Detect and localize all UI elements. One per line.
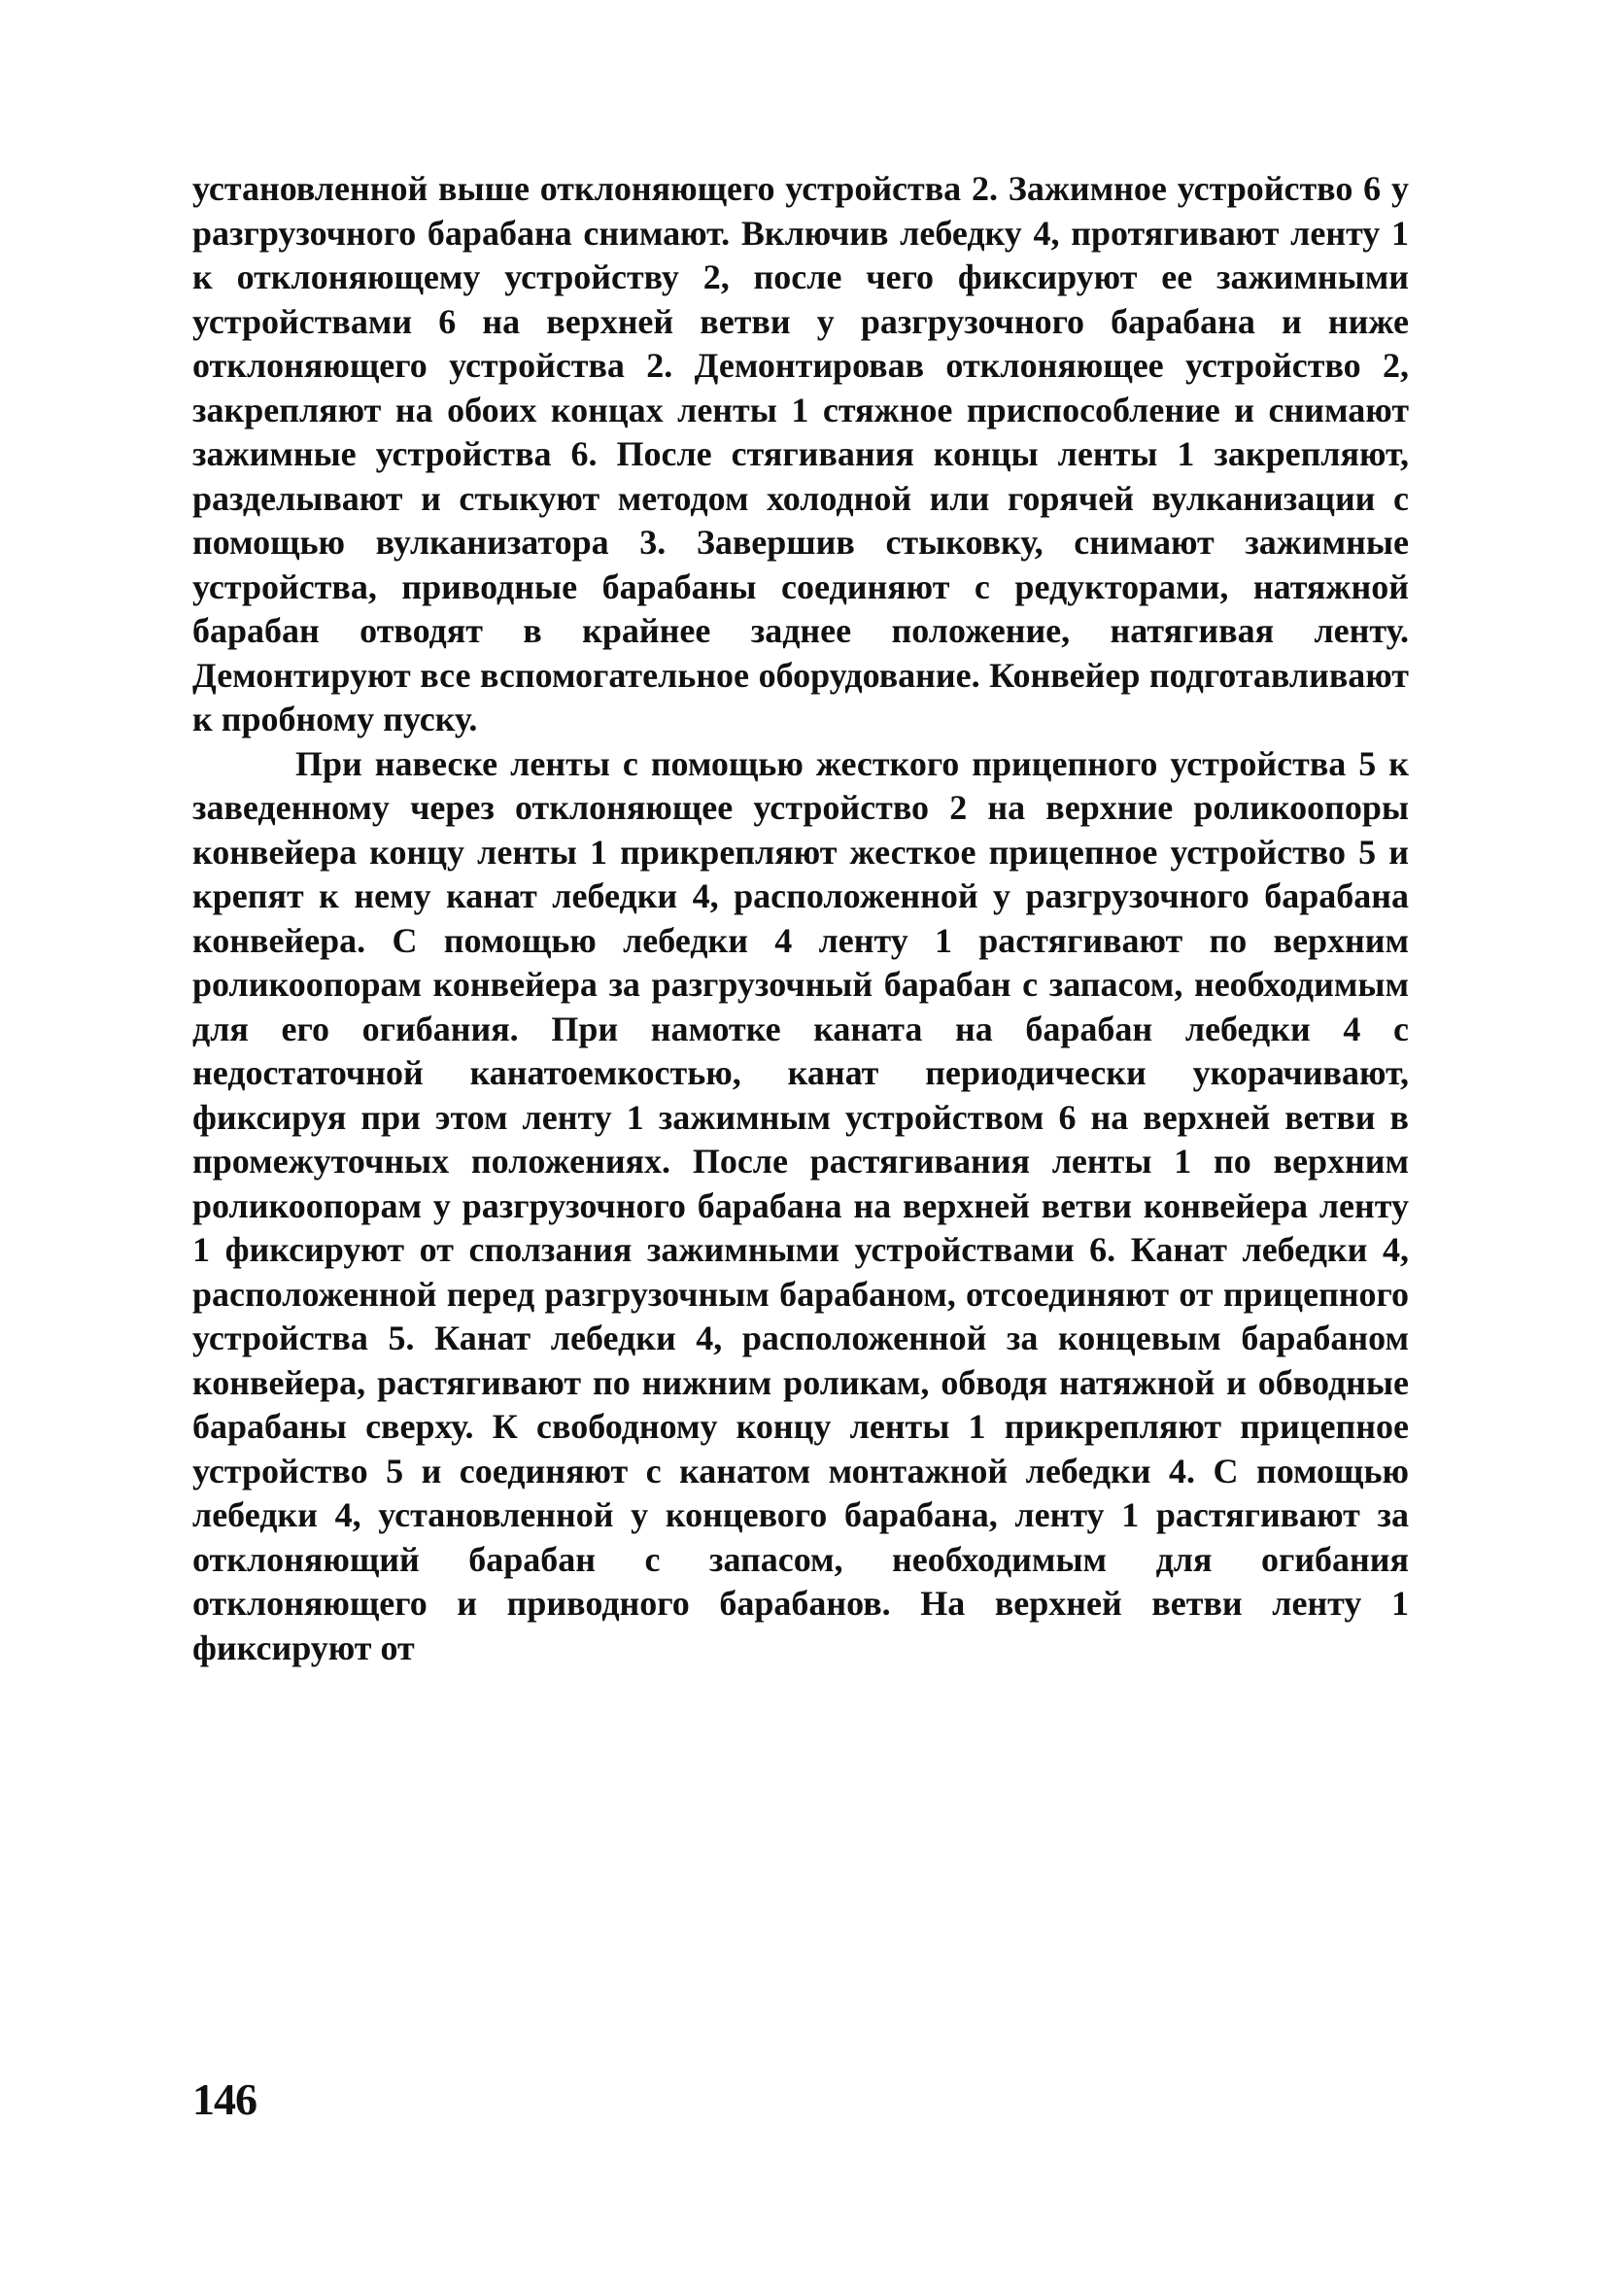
page-number: 146	[192, 2074, 257, 2124]
paragraph-belt-hanging: При навеске ленты с помощью жесткого прицепного устройства 5 к заведенному через отклоняющее устройство 2 на верхние роликоопоры конвейера концу ленты 1 прикрепляют жесткое прицепное устройство 5 и крепят к нему канат лебедки 4, расположенной у разгрузочного барабана конвейера. С помощью лебедки 4 ленту 1 растягивают по верхним роликоопорам конвейера за разгрузочный барабан с запасом, необходимым для его огибания. При намотке каната на барабан лебедки 4 с недостаточной канатоемкостью, канат периодически укорачивают, фиксируя при этом ленту 1 зажимным устройством 6 на верхней ветви в промежуточных положениях. После растягивания ленты 1 по верхним роликоопорам у разгрузочного барабана на верхней ветви конвейера ленту 1 фиксируют от сползания зажимными устройствами 6. Канат лебедки 4, расположенной перед разгрузочным барабаном, отсоединяют от прицепного устройства 5. Канат лебедки 4, расположенной за концевым барабаном конвейера, растягивают по нижним роликам, обводя натяжной и обводные барабаны сверху. К свободному концу ленты 1 прикрепляют прицепное устройство 5 и соединяют с канатом монтажной лебедки 4. С помощью лебедки 4, установленной у концевого барабана, ленту 1 растягивают за отклоняющий барабан с запасом, необходимым для огибания отклоняющего и приводного барабанов. На верхней ветви ленту 1 фиксируют от	[192, 743, 1409, 1667]
body-text	[192, 167, 1409, 1670]
paragraph-continuation: установленной выше отклоняющего устройства 2. Зажимное устройство 6 у разгрузочного барабана снимают. Включив лебедку 4, протягивают ленту 1 к отклоняющему устройству 2, после чего фиксируют ее зажимными устройствами 6 на верхней ветви у разгрузочного барабана и ниже отклоняющего устройства 2. Демонтировав отклоняющее устройство 2, закрепляют на обоих концах ленты 1 стяжное приспособление и снимают зажимные устройства 6. После стягивания концы ленты 1 закрепляют, разделывают и стыкуют методом холодной или горячей вулканизации с помощью вулканизатора 3. Завершив стыковку, снимают зажимные устройства, приводные барабаны соединяют с редукторами, натяжной барабан отводят в крайнее заднее положение, натягивая ленту. Демонтируют все вспомогательное оборудование. Конвейер подготавливают к пробному пуску.	[192, 169, 1409, 738]
